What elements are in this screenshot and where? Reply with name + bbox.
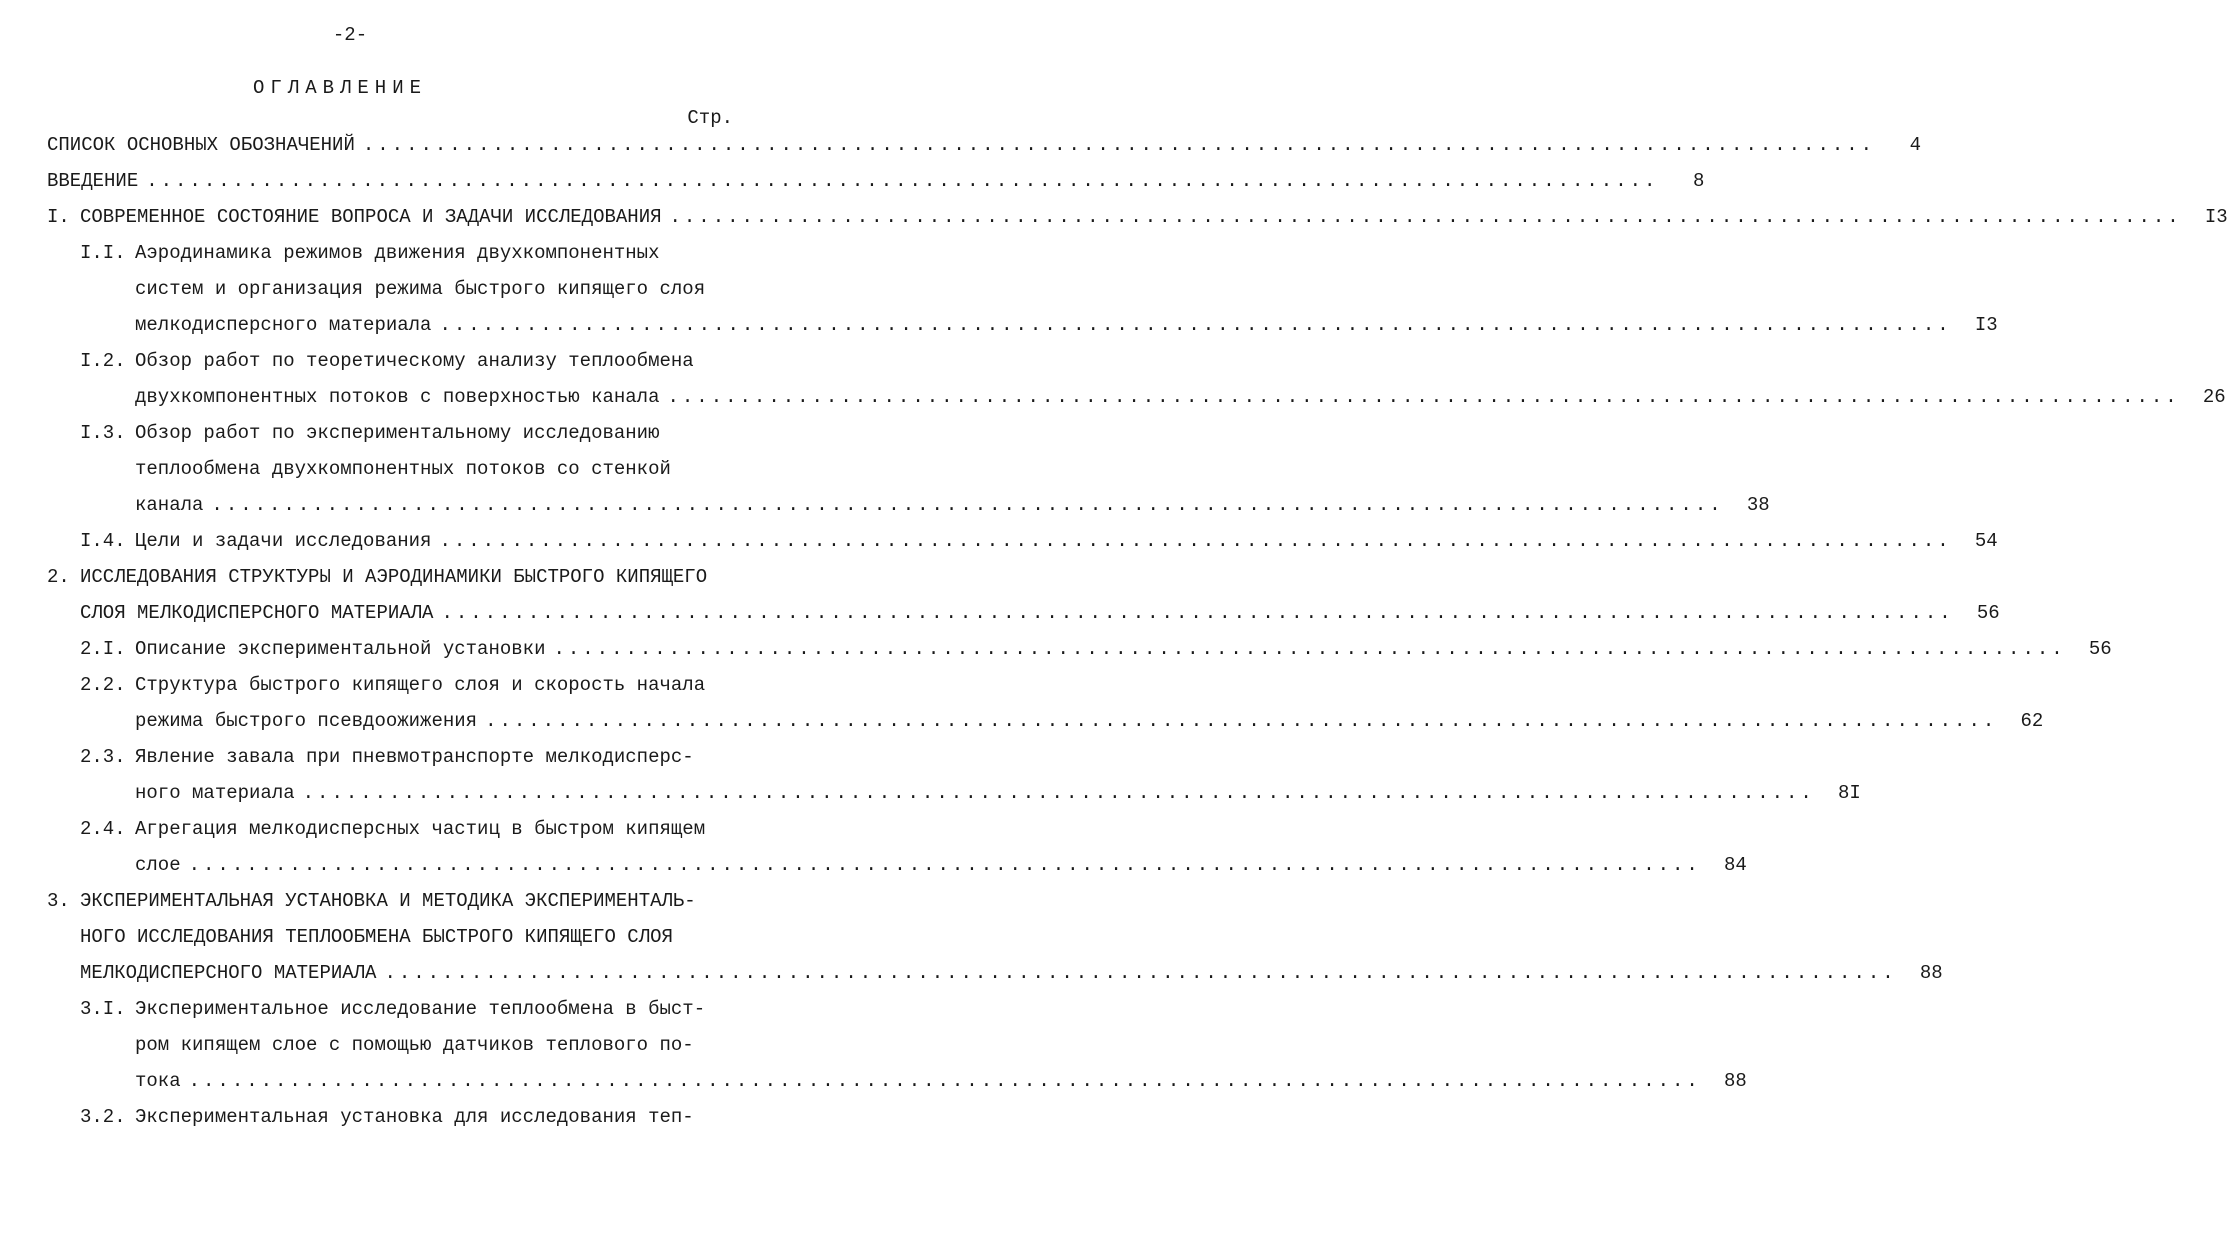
section-number: 3.2.	[80, 1106, 126, 1128]
section-number: I.	[47, 206, 70, 228]
section-number: I.I.	[80, 242, 126, 264]
toc-entry	[135, 385, 2226, 409]
toc-entry-line: ЭКСПЕРИМЕНТАЛЬНАЯ УСТАНОВКА И МЕТОДИКА ЭКСПЕРИМЕНТАЛЬ-	[80, 890, 696, 912]
page-number: -2-	[332, 24, 368, 46]
leader-dots: .........................................................................................................	[188, 854, 1701, 876]
toc-entry-line: Явление завала при пневмотранспорте мелкодисперс-	[135, 746, 694, 768]
toc-entry	[135, 1069, 1747, 1093]
toc-entry-line: Агрегация мелкодисперсных частиц в быстром кипящем	[135, 818, 706, 840]
leader-dots: .........................................................................................................	[669, 206, 2182, 228]
page-title: ОГЛАВЛЕНИЕ	[252, 77, 428, 99]
toc-entry	[135, 529, 1998, 553]
leader-dots: .........................................................................................................	[146, 170, 1659, 192]
toc-entry-line: Структура быстрого кипящего слоя и скорость начала	[135, 674, 706, 696]
section-number: 3.I.	[80, 998, 126, 1020]
section-number: I.2.	[80, 350, 126, 372]
toc-entry-page: I3	[2204, 206, 2228, 228]
leader-dots: .........................................................................................................	[439, 314, 1952, 336]
toc-entry-page: 26	[2202, 386, 2226, 408]
leader-dots: .........................................................................................................	[441, 602, 1954, 624]
toc-entry-title: мелкодисперсного материала	[135, 314, 432, 336]
toc-entry-line: Аэродинамика режимов движения двухкомпонентных	[135, 242, 660, 264]
toc-entry	[47, 169, 1705, 193]
toc-entry-line: Обзор работ по теоретическому анализу теплообмена	[135, 350, 694, 372]
leader-dots: .........................................................................................................	[667, 386, 2180, 408]
section-number: 2.4.	[80, 818, 126, 840]
toc-entry-line: систем и организация режима быстрого кипящего слоя	[135, 278, 706, 300]
toc-entry-title: Цели и задачи исследования	[135, 530, 432, 552]
toc-entry-title: МЕЛКОДИСПЕРСНОГО МАТЕРИАЛА	[80, 962, 377, 984]
toc-entry	[47, 133, 1922, 157]
toc-entry	[80, 961, 1943, 985]
toc-entry-title: Описание экспериментальной установки	[135, 638, 546, 660]
leader-dots: .........................................................................................................	[553, 638, 2066, 660]
leader-dots: .........................................................................................................	[384, 962, 1897, 984]
toc-entry-title: ВВЕДЕНИЕ	[47, 170, 139, 192]
toc-entry-title: СЛОЯ МЕЛКОДИСПЕРСНОГО МАТЕРИАЛА	[80, 602, 434, 624]
toc-entry	[135, 637, 2112, 661]
toc-entry-page: 8I	[1838, 782, 1861, 804]
toc-entry-title: СОВРЕМЕННОЕ СОСТОЯНИЕ ВОПРОСА И ЗАДАЧИ ИССЛЕДОВАНИЯ	[80, 206, 662, 228]
section-number: 3.	[47, 890, 70, 912]
toc-entry-page: 4	[1909, 134, 1922, 156]
toc-entry-line: ИССЛЕДОВАНИЯ СТРУКТУРЫ И АЭРОДИНАМИКИ БЫСТРОГО КИПЯЩЕГО	[80, 566, 708, 588]
leader-dots: .........................................................................................................	[439, 530, 1952, 552]
leader-dots: .........................................................................................................	[485, 710, 1998, 732]
toc-entry-title: режима быстрого псевдоожижения	[135, 710, 478, 732]
toc-entry	[80, 205, 2228, 229]
toc-entry-page: 56	[2088, 638, 2112, 660]
toc-entry-title: слое	[135, 854, 181, 876]
section-number: 2.I.	[80, 638, 126, 660]
toc-entry-page: 56	[1976, 602, 2000, 624]
toc-entry	[135, 493, 1770, 517]
toc-entry-page: 54	[1974, 530, 1998, 552]
leader-dots: .........................................................................................................	[302, 782, 1815, 804]
toc-entry	[80, 601, 2000, 625]
leader-dots: .........................................................................................................	[362, 134, 1876, 156]
section-number: 2.2.	[80, 674, 126, 696]
toc-entry-line: ром кипящем слое с помощью датчиков теплового по-	[135, 1034, 694, 1056]
page-column-header: Стр.	[687, 107, 733, 129]
section-number: I.3.	[80, 422, 126, 444]
section-number: 2.	[47, 566, 70, 588]
toc-entry-line: теплообмена двухкомпонентных потоков со стенкой	[135, 458, 671, 480]
toc-entry-page: 88	[1724, 1070, 1747, 1092]
toc-entry-line: НОГО ИССЛЕДОВАНИЯ ТЕПЛООБМЕНА БЫСТРОГО КИПЯЩЕГО СЛОЯ	[80, 926, 673, 948]
toc-entry-line: Обзор работ по экспериментальному исследованию	[135, 422, 660, 444]
toc-entry-page: 8	[1693, 170, 1705, 192]
toc-entry-title: двухкомпонентных потоков с поверхностью канала	[135, 386, 660, 408]
toc-entry-line: Экспериментальное исследование теплообмена в быст-	[135, 998, 706, 1020]
section-number: 2.3.	[80, 746, 126, 768]
section-number: I.4.	[80, 530, 126, 552]
toc-entry-title: тока	[135, 1070, 181, 1092]
toc-entry-page: 38	[1746, 494, 1770, 516]
toc-entry-line: Экспериментальная установка для исследования теп-	[135, 1106, 694, 1128]
toc-entry-page: 84	[1724, 854, 1747, 876]
leader-dots: .........................................................................................................	[211, 494, 1724, 516]
toc-entry	[135, 709, 2044, 733]
leader-dots: .........................................................................................................	[188, 1070, 1701, 1092]
toc-entry	[135, 313, 1998, 337]
toc-entry-title: канала	[135, 494, 204, 516]
toc-entry-title: СПИСОК ОСНОВНЫХ ОБОЗНАЧЕНИЙ	[47, 134, 355, 156]
toc-entry-page: 88	[1919, 962, 1943, 984]
toc-entry	[135, 853, 1747, 877]
toc-entry-title: ного материала	[135, 782, 295, 804]
toc-entry-page: 62	[2020, 710, 2044, 732]
toc-entry	[135, 781, 1861, 805]
toc-entry-page: I3	[1974, 314, 1998, 336]
